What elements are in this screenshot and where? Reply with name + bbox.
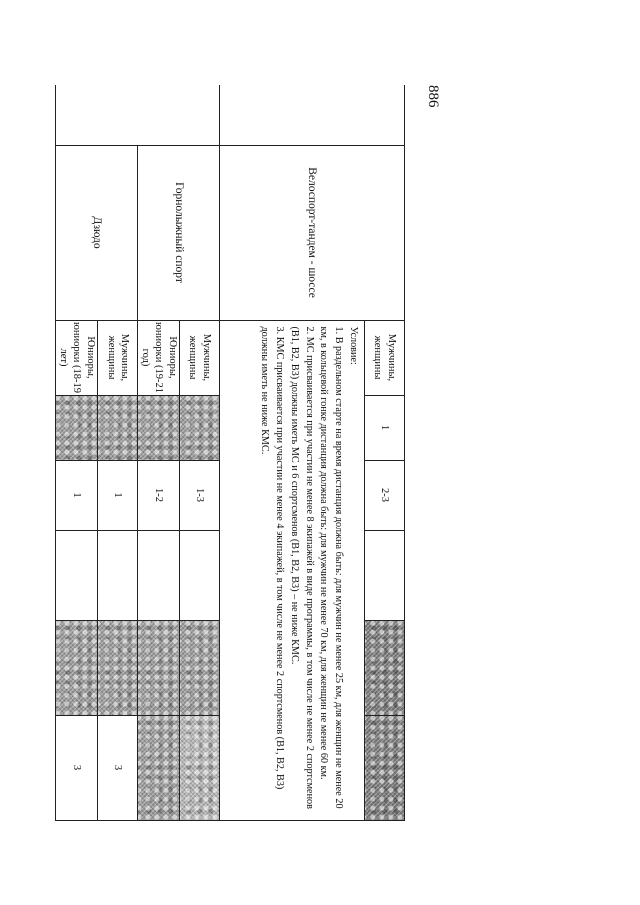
discipline-cell: Горнолыжный спорт (138, 145, 220, 320)
condition-cell (220, 320, 365, 820)
sports-table (55, 85, 405, 821)
textured-cell (180, 620, 220, 715)
value-cell: 1-3 (180, 460, 220, 530)
textured-cell (138, 395, 180, 460)
value-cell (138, 530, 180, 620)
textured-cell (98, 620, 138, 715)
textured-cell (180, 395, 220, 460)
value-cell: 1 (56, 460, 98, 530)
condition-line: 1. В раздельном старте на время дистанция должна быть: для мужчин не менее 25 км, для женщин не менее 20 км, в кольцевой гонке дистанция должна быть: для мужчин не менее 70 км, для женщин не менее 60 км. (318, 326, 345, 809)
value-cell: 2-3 (365, 460, 405, 530)
empty-cell (56, 85, 220, 145)
textured-cell (56, 620, 98, 715)
textured-cell (138, 715, 180, 820)
value-cell (365, 530, 405, 620)
textured-cell (56, 395, 98, 460)
group-cell: Мужчины, женщины (98, 320, 138, 395)
textured-cell (365, 620, 405, 715)
value-cell (180, 530, 220, 620)
rotated-page (57, 85, 441, 820)
table-row (98, 85, 138, 820)
group-cell: Юниоры, юниорки (18-19 лет) (56, 320, 98, 395)
textured-cell (138, 620, 180, 715)
value-cell (56, 530, 98, 620)
value-cell: 1 (365, 395, 405, 460)
empty-cell (220, 85, 405, 145)
group-cell: Юниоры, юниорки (19-21 год) (138, 320, 180, 395)
value-cell (98, 530, 138, 620)
value-cell: 3 (98, 715, 138, 820)
table-row (365, 85, 405, 820)
value-cell: 1-2 (138, 460, 180, 530)
value-cell: 1 (98, 460, 138, 530)
page-number: 886 (425, 85, 441, 108)
discipline-cell: Велоспорт-тандем - шоссе (220, 145, 405, 320)
value-cell: 3 (56, 715, 98, 820)
group-cell: Мужчины, женщины (365, 320, 405, 395)
condition-line: 2. МС присваивается при участии не менее 8 экипажей в виде программы, в том числе не менее 2 спортсменов (B1, B2, B3) должны иметь МС и 6 спортсменов (B1, B2, B3) – не ниже КМС. (288, 326, 315, 809)
condition-line: 3. КМС присваивается при участии не менее 4 экипажей, в том числе не менее 2 спортсменов (B1, B2, B3) должны иметь не ниже КМС. (259, 326, 286, 790)
textured-cell (365, 715, 405, 820)
table-row (180, 85, 220, 820)
discipline-cell: Дзюдо (56, 145, 138, 320)
textured-cell (180, 715, 220, 820)
group-cell: Мужчины, женщины (180, 320, 220, 395)
condition-title: Условие: (348, 326, 359, 365)
textured-cell (98, 395, 138, 460)
